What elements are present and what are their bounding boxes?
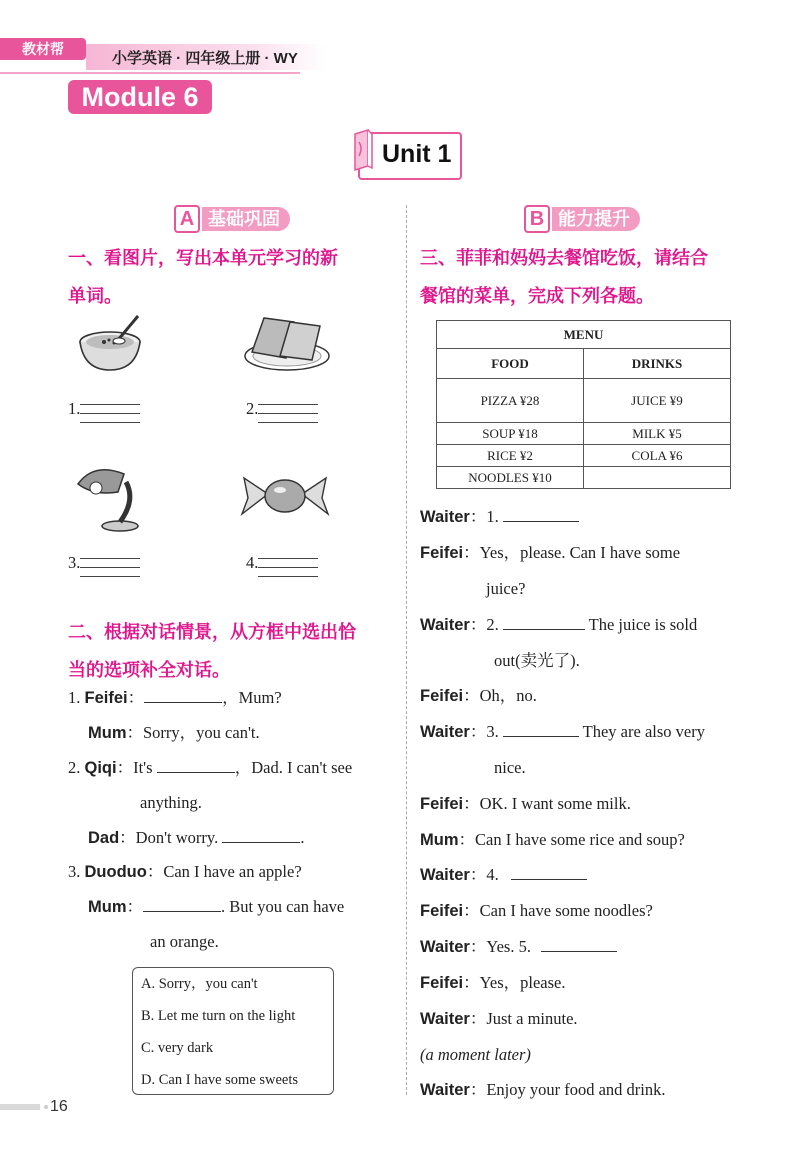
blank-b5[interactable] <box>541 937 617 952</box>
b-text-2b: juice? <box>486 579 526 598</box>
colon: ： <box>463 686 480 705</box>
dialogue-3b <box>88 897 344 917</box>
b-text-7: Can I have some rice and soup? <box>475 830 685 849</box>
b-text-2: Yes，please. Can I have some <box>479 543 681 562</box>
b-line-6 <box>420 794 631 814</box>
book-icon <box>352 128 374 172</box>
dialogue-1b <box>88 723 260 743</box>
d3b-after: . But you can have <box>221 897 345 916</box>
menu-food-cell: PIZZA ¥28 <box>437 379 584 423</box>
d3-colon: ： <box>146 862 164 881</box>
speaker-feifei: Feifei <box>420 544 464 562</box>
d2-speaker: Qiqi <box>84 759 117 777</box>
d2-num: 2. <box>68 758 81 777</box>
unit-title: Unit 1 <box>382 140 452 168</box>
speaker-waiter: Waiter <box>420 938 470 956</box>
section-a-badge <box>174 205 290 233</box>
menu-drink-cell: JUICE ¥9 <box>584 379 731 423</box>
d1b-speaker: Mum <box>88 724 127 742</box>
b-line-5 <box>420 722 705 742</box>
b-text-11: Yes，please. <box>479 973 566 992</box>
b-line-9 <box>420 901 653 921</box>
q1-item-3 <box>68 550 140 578</box>
candy-icon <box>240 470 330 522</box>
b-num-4: 4. <box>486 865 499 884</box>
speaker-feifei: Feifei <box>420 974 464 992</box>
b-num-1: 1. <box>486 507 499 526</box>
q1-item-2-num: 2. <box>246 398 259 418</box>
blank-d3[interactable] <box>143 897 221 912</box>
footer-bar <box>0 1104 40 1110</box>
d1-num: 1. <box>68 688 81 707</box>
option-a: A. Sorry，you can't <box>141 976 258 992</box>
colon: ： <box>469 1009 487 1028</box>
speaker-feifei: Feifei <box>420 687 464 705</box>
q3-heading-line2: 餐馆的菜单，完成下列各题。 <box>420 286 654 306</box>
menu-drink-cell: MILK ¥5 <box>584 423 731 445</box>
d2-before: It's <box>133 758 153 777</box>
speaker-waiter: Waiter <box>420 616 470 634</box>
dialogue-1a <box>68 688 282 708</box>
section-b-letter: B <box>524 205 550 233</box>
menu-drinks-header: DRINKS <box>584 349 731 379</box>
section-b-badge <box>524 205 640 233</box>
b-line-7 <box>420 830 685 850</box>
d3-text: Can I have an apple? <box>163 862 302 881</box>
d2-after: ，Dad. I can't see <box>234 758 353 777</box>
colon: ： <box>463 794 480 813</box>
menu-table <box>436 320 731 489</box>
blank-b2[interactable] <box>503 615 585 630</box>
colon: ： <box>469 865 487 884</box>
blank-b4[interactable] <box>511 865 587 880</box>
menu-drink-cell: COLA ¥6 <box>584 445 731 467</box>
colon: ： <box>458 830 475 849</box>
b-text-3b: out(卖光了). <box>494 651 580 670</box>
header-line <box>0 72 300 74</box>
b-line-8 <box>420 865 587 885</box>
d3b-cont: an orange. <box>150 932 219 951</box>
speaker-waiter: Waiter <box>420 1081 470 1099</box>
d3-num: 3. <box>68 862 81 881</box>
speaker-waiter: Waiter <box>420 508 470 526</box>
b-line-4 <box>420 686 537 706</box>
dialogue-2a <box>68 758 352 778</box>
q2-heading-line2: 当的选项补全对话。 <box>68 660 230 680</box>
d2b-before: Don't worry. <box>135 828 219 847</box>
b-text-5b: nice. <box>494 758 526 777</box>
colon: ： <box>469 615 487 634</box>
colon: ： <box>463 973 480 992</box>
q2-heading-line1: 二、根据对话情景，从方框中选出恰 <box>68 622 356 642</box>
module-badge: Module 6 <box>68 80 212 114</box>
q1-item-1-num: 1. <box>68 398 81 418</box>
menu-food-cell: RICE ¥2 <box>437 445 584 467</box>
d1b-colon: ： <box>126 723 143 742</box>
bread-plate-icon <box>242 312 332 374</box>
header-title: 小学英语 · 四年级上册 · WY <box>112 50 298 67</box>
page-number: 16 <box>50 1098 68 1115</box>
option-d: D. Can I have some sweets <box>141 1072 299 1088</box>
colon: ： <box>469 507 487 526</box>
menu-drink-cell <box>584 467 731 489</box>
section-a-label: 基础巩固 <box>202 207 290 231</box>
header-tag: 教材帮 <box>0 38 86 60</box>
b-line-13: (a moment later) <box>420 1045 531 1064</box>
speaker-waiter: Waiter <box>420 1010 470 1028</box>
q1-item-3-num: 3. <box>68 552 81 572</box>
b-line-2 <box>420 543 680 563</box>
speaker-mum: Mum <box>420 831 459 849</box>
answer-lines-3[interactable] <box>80 550 140 578</box>
dialogue-3a <box>68 862 302 882</box>
q1-item-2 <box>246 396 318 424</box>
b-line-3 <box>420 615 697 635</box>
b-line-14 <box>420 1080 666 1100</box>
d1-colon: ： <box>127 688 145 707</box>
q1-item-4 <box>246 550 318 578</box>
blank-d2b[interactable] <box>222 828 300 843</box>
speaker-waiter: Waiter <box>420 866 470 884</box>
q1-heading-line2: 单词。 <box>68 286 122 306</box>
b-num-2: 2. <box>486 615 499 634</box>
option-b: B. Let me turn on the light <box>141 1008 296 1024</box>
b-text-4: Oh，no. <box>479 686 537 705</box>
menu-food-cell: NOODLES ¥10 <box>437 467 584 489</box>
d3b-colon: ： <box>126 897 143 916</box>
q3-heading-line1: 三、菲菲和妈妈去餐馆吃饭，请结合 <box>420 248 708 268</box>
blank-d2[interactable] <box>157 758 235 773</box>
d2b-after: . <box>300 828 305 847</box>
blank-d1[interactable] <box>144 688 222 703</box>
speaker-waiter: Waiter <box>420 723 470 741</box>
porridge-bowl-icon <box>76 312 146 372</box>
d2-cont: anything. <box>140 793 202 812</box>
menu-title: MENU <box>437 321 731 349</box>
answer-lines-2[interactable] <box>258 396 318 424</box>
blank-b3[interactable] <box>503 722 579 737</box>
b-text-6: OK. I want some milk. <box>479 794 631 813</box>
colon: ： <box>463 901 480 920</box>
colon: ： <box>463 543 480 562</box>
section-b-label: 能力提升 <box>552 207 640 231</box>
d1-speaker: Feifei <box>84 689 128 707</box>
colon: ： <box>469 1080 487 1099</box>
b-text-12: Just a minute. <box>486 1009 578 1028</box>
b-line-10 <box>420 937 617 957</box>
dialogue-2b <box>88 828 304 848</box>
options-box <box>132 967 334 1095</box>
blank-b1[interactable] <box>503 507 579 522</box>
d2b-colon: ： <box>119 828 136 847</box>
q1-item-1 <box>68 396 140 424</box>
b-text-3: The juice is sold <box>588 615 698 634</box>
colon: ： <box>469 722 487 741</box>
b-num-3: 3. <box>486 722 499 741</box>
b-text-5: They are also very <box>582 722 705 741</box>
q1-item-4-num: 4. <box>246 552 259 572</box>
answer-lines-4[interactable] <box>258 550 318 578</box>
d3b-speaker: Mum <box>88 898 127 916</box>
menu-food-cell: SOUP ¥18 <box>437 423 584 445</box>
d1b-text: Sorry，you can't. <box>143 723 260 742</box>
option-c: C. very dark <box>141 1040 214 1056</box>
answer-lines-1[interactable] <box>80 396 140 424</box>
d2b-speaker: Dad <box>88 829 120 847</box>
b-text-10: Yes. 5. <box>486 937 531 956</box>
b-line-12 <box>420 1009 578 1029</box>
colon: ： <box>469 937 487 956</box>
speaker-feifei: Feifei <box>420 902 464 920</box>
menu-food-header: FOOD <box>437 349 584 379</box>
d3-speaker: Duoduo <box>84 863 147 881</box>
b-text-14: Enjoy your food and drink. <box>486 1080 666 1099</box>
column-divider <box>406 205 407 1095</box>
b-line-11 <box>420 973 565 993</box>
d2-colon: ： <box>116 758 134 777</box>
footer-dot <box>44 1105 48 1109</box>
b-line-1 <box>420 507 579 527</box>
q1-heading-line1: 一、看图片，写出本单元学习的新 <box>68 248 338 268</box>
section-a-letter: A <box>174 205 200 233</box>
desk-lamp-icon <box>74 460 154 532</box>
d1-after: ，Mum? <box>222 688 282 707</box>
speaker-feifei: Feifei <box>420 795 464 813</box>
b-text-9: Can I have some noodles? <box>479 901 653 920</box>
